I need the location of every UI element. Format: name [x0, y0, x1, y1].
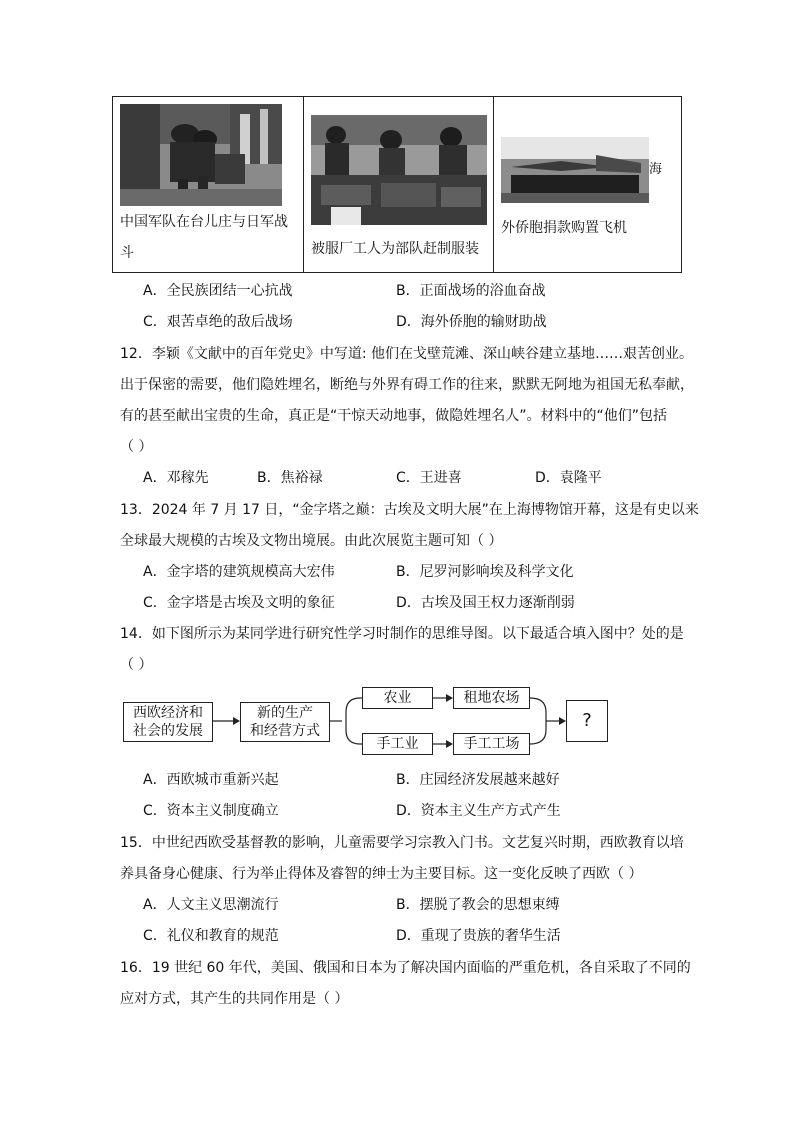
q12-stem-line4: （ ）	[120, 439, 153, 455]
mind-map-node-handicraft: 手工业	[362, 733, 433, 755]
q15-option-b: B．摆脱了教会的思想束缚	[396, 897, 560, 913]
q14-stem-line2: （ ）	[120, 657, 153, 673]
q12-option-b: B．焦裕禄	[257, 470, 323, 486]
mind-map-node-workshop: 手工工场	[453, 733, 530, 755]
mind-map-root-line2: 社会的发展	[133, 723, 203, 739]
q14-stem-line1: 14．如下图所示为某同学进行研究性学习时制作的思维导图。以下最适合填入图中？处的是	[120, 626, 684, 642]
mind-map-middle-line1: 新的生产	[257, 705, 313, 721]
overflow-text-hai: 海	[649, 162, 663, 177]
q15-option-a: A．人文主义思潮流行	[143, 897, 279, 913]
q11-option-c: C．艰苦卓绝的敌后战场	[143, 314, 293, 330]
q15-stem-line2: 养具备身心健康、行为举止得体及睿智的绅士为主要目标。这一变化反映了西欧（ ）	[120, 866, 643, 882]
mind-map-root-line1: 西欧经济和	[133, 705, 203, 721]
q16-stem-line1: 16．19 世纪 60 年代，美国、俄国和日本为了解决国内面临的严重危机，各自采取了不同的	[120, 960, 691, 976]
mind-map-node-agriculture: 农业	[362, 687, 433, 709]
mind-map-middle-node	[240, 702, 330, 742]
q15-option-c: C．礼仪和教育的规范	[143, 928, 279, 944]
q14-option-c: C．资本主义制度确立	[143, 803, 279, 819]
mind-map-middle-line2: 和经营方式	[250, 723, 320, 739]
q15-stem-line1: 15．中世纪西欧受基督教的影响，儿童需要学习宗教入门书。文艺复兴时期，西欧教育以培	[120, 835, 684, 851]
mind-map-question-node: ?	[566, 700, 608, 742]
q11-option-a: A．全民族团结一心抗战	[143, 283, 293, 299]
q13-option-c: C．金字塔是古埃及文明的象征	[143, 595, 335, 611]
q13-stem-line2: 全球最大规模的古埃及文物出境展。由此次展览主题可知（ ）	[120, 533, 503, 549]
q12-option-c: C．王进喜	[396, 470, 462, 486]
q11-option-d: D．海外侨胞的输财助战	[396, 314, 547, 330]
caption-cell-3: 外侨胞捐款购置飞机	[501, 220, 627, 236]
photo-airplane-donation	[501, 137, 649, 203]
q13-option-d: D．古埃及国王权力逐渐削弱	[396, 595, 575, 611]
photo-taierzhuang-battle	[120, 104, 282, 206]
q15-option-d: D．重现了贵族的奢华生活	[396, 928, 561, 944]
mind-map-root-node	[123, 702, 213, 742]
caption-cell-2: 被服厂工人为部队赶制服装	[311, 241, 479, 257]
mind-map-node-leased-farm: 租地农场	[453, 687, 530, 709]
q13-stem-line1: 13．2024 年 7 月 17 日，“金字塔之巅：古埃及文明大展”在上海博物馆开幕，这是有史以来	[120, 502, 699, 518]
q12-stem-line2: 出于保密的需要，他们隐姓埋名，断绝与外界有碍工作的往来，默默无阿地为祖国无私奉献，	[120, 377, 694, 393]
photo-clothing-factory	[311, 115, 487, 225]
q12-option-a: A．邓稼先	[143, 470, 209, 486]
table-divider	[303, 97, 304, 272]
table-divider	[493, 97, 494, 272]
caption-cell-1-line2: 斗	[120, 245, 134, 261]
q16-stem-line2: 应对方式，其产生的共同作用是（ ）	[120, 991, 349, 1007]
caption-cell-1-line1: 中国军队在台儿庄与日军战	[120, 214, 288, 230]
q14-option-b: B．庄园经济发展越来越好	[396, 772, 560, 788]
picture-table	[112, 96, 682, 273]
q14-option-a: A．西欧城市重新兴起	[143, 772, 279, 788]
q12-stem-line1: 12．李颖《文献中的百年党史》中写道: 他们在戈壁荒滩、深山峡谷建立基地……艰苦创业。	[120, 346, 693, 362]
q14-option-d: D．资本主义生产方式产生	[396, 803, 561, 819]
q12-option-d: D．袁隆平	[535, 470, 602, 486]
q11-option-b: B．正面战场的浴血奋战	[396, 283, 546, 299]
q13-option-b: B．尼罗河影响埃及科学文化	[396, 564, 574, 580]
q12-stem-line3: 有的甚至献出宝贵的生命，真正是“干惊天动地事，做隐姓埋名人”。材料中的“他们”包括	[120, 408, 668, 424]
q13-option-a: A．金字塔的建筑规模高大宏伟	[143, 564, 335, 580]
